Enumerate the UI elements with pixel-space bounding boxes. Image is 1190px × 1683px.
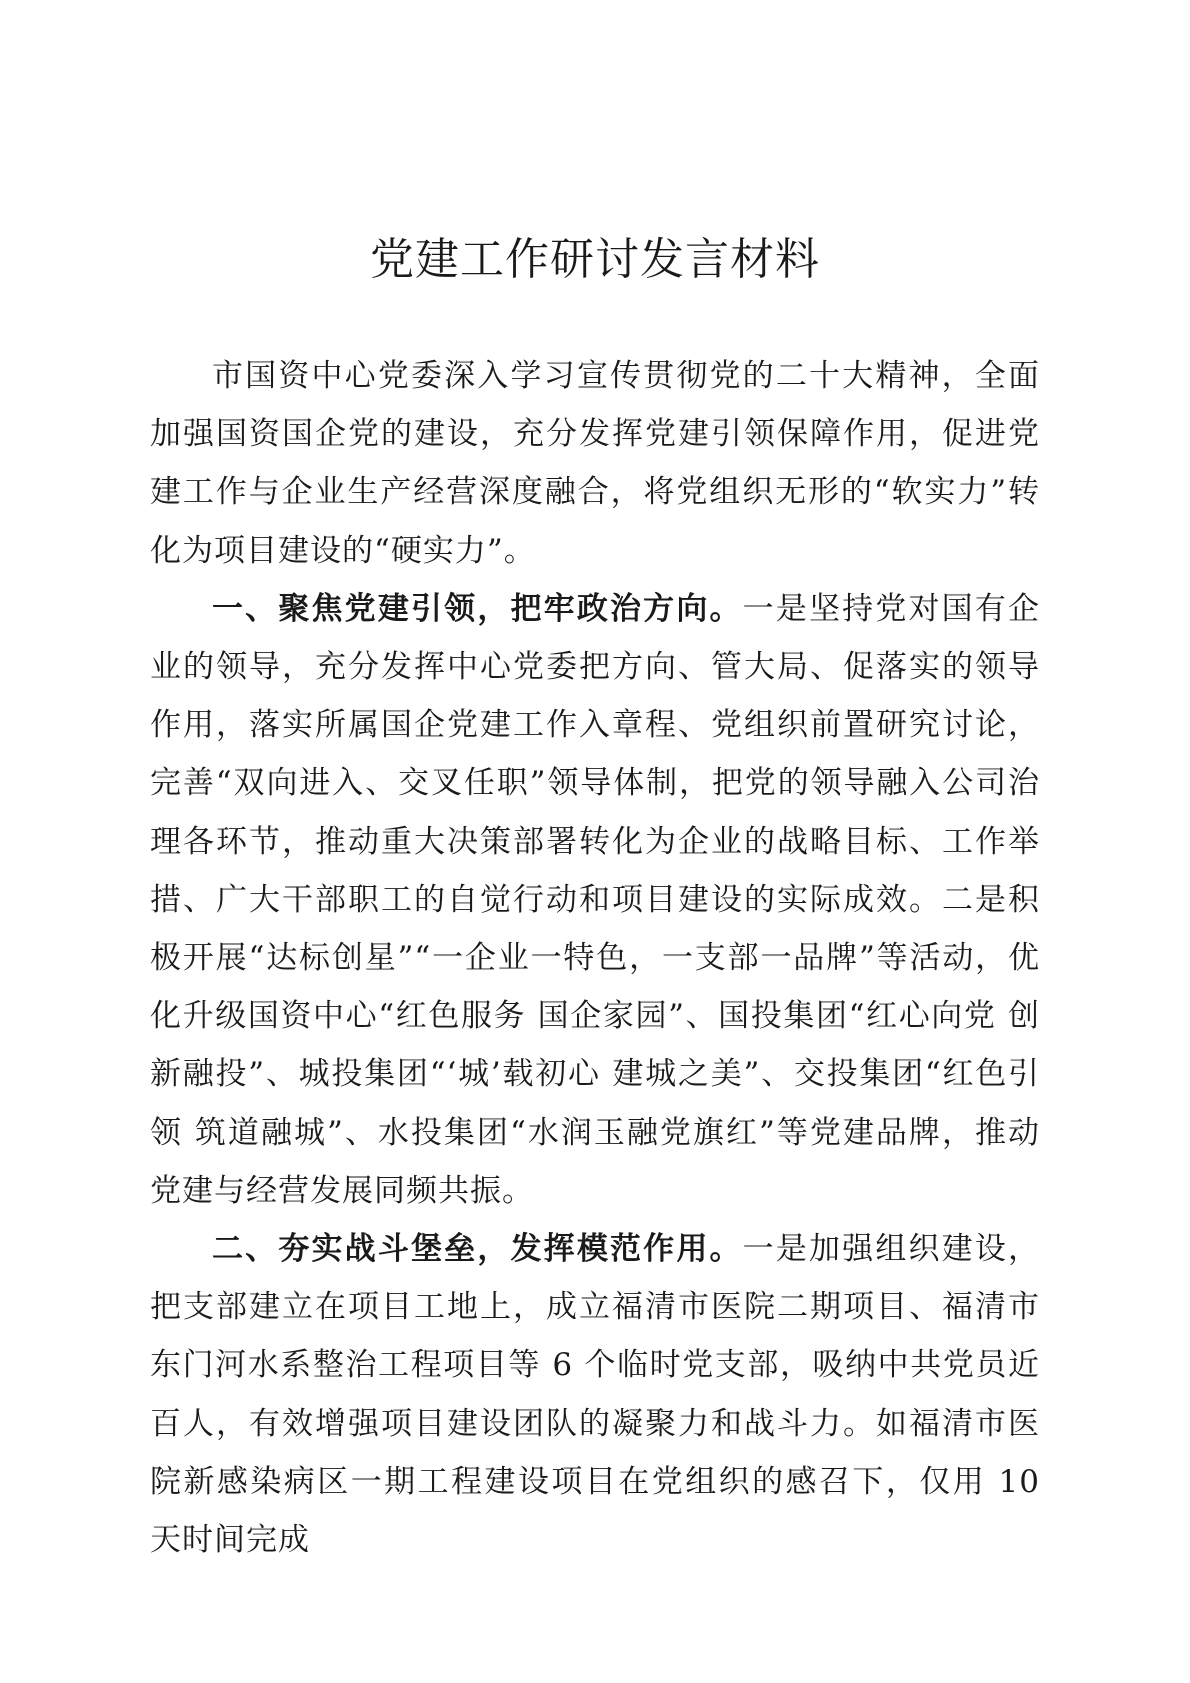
section-2-text: 一是加强组织建设，把支部建立在项目工地上，成立福清市医院二期项目、福清市东门河水系整治工程项目等 6 个临时党支部，吸纳中共党员近百人，有效增强项目建设团队的凝聚力和战斗力。如福清市医院新感染病区一期工程建设项目在党组织的感召下，仅用 10 天时间完成 [150,1231,1041,1559]
document-title: 党建工作研讨发言材料 [370,234,820,285]
intro-paragraph: 市国资中心党委深入学习宣传贯彻党的二十大精神，全面加强国资国企党的建设，充分发挥党建引领保障作用，促进党建工作与企业生产经营深度融合，将党组织无形的“软实力”转化为项目建设的“硬实力”。 [150,358,1040,569]
document-body [150,347,1040,1569]
section-2-paragraph [150,1220,1040,1569]
section-1-heading: 一、聚焦党建引领，把牢政治方向。 [212,590,743,627]
section-2-heading: 二、夯实战斗堡垒，发挥模范作用。 [212,1231,743,1268]
section-1-paragraph [150,580,1040,1220]
section-1-text: 一是坚持党对国有企业的领导，充分发挥中心党委把方向、管大局、促落实的领导作用，落实所属国企党建工作入章程、党组织前置研究讨论，完善“双向进入、交叉任职”领导体制，把党的领导融入公司治理各环节，推动重大决策部署转化为企业的战略目标、工作举措、广大干部职工的自觉行动和项目建设的实际成效。二是积极开展“达标创星”“一企业一特色，一支部一品牌”等活动，优化升级国资中心“红色服务 国企家园”、国投集团“红心向党 创新融投”、城投集团“‘城’载初心 建城之美”、交投集团“红色引领 筑道融城”、水投集团“水润玉融党旗红”等党建品牌，推动党建与经营发展同频共振。 [150,590,1041,1209]
